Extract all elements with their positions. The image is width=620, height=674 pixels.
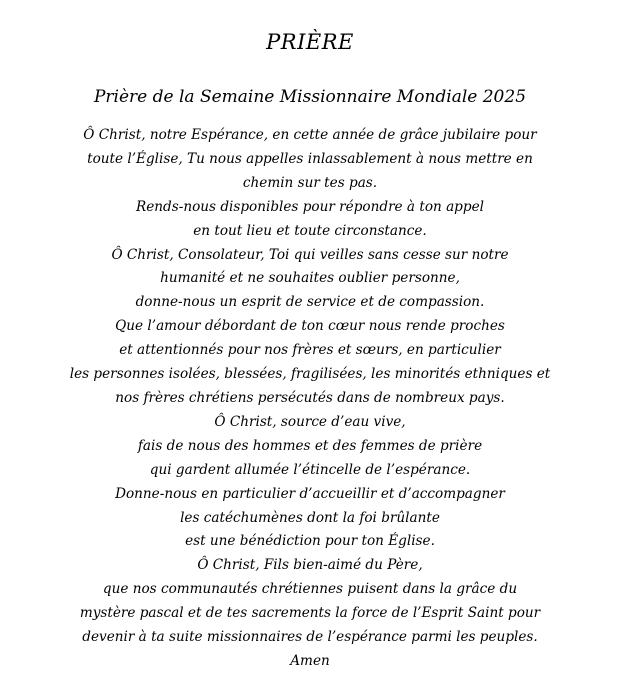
prayer-line: fais de nous des hommes et des femmes de prière (137, 437, 483, 454)
prayer-line: que nos communautés chrétiennes puisent dans la grâce du (102, 581, 518, 598)
prayer-line: Ô Christ, notre Espérance, en cette année de grâce jubilaire pour (83, 127, 537, 143)
prayer-line: humanité et ne souhaites oublier personne, (160, 270, 460, 287)
prayer-line: Donne-nous en particulier d’accueillir et d’accompagner (115, 485, 505, 502)
prayer-line: en tout lieu et toute circonstance. (193, 222, 427, 239)
prayer-line: Ô Christ, source d’eau vive, (214, 413, 406, 430)
prayer-line: toute l’Église, Tu nous appelles inlassablement à nous mettre en (87, 150, 533, 167)
prayer-line: et attentionnés pour nos frères et sœurs, en particulier (119, 342, 501, 359)
prayer-line: est une bénédiction pour ton Église. (185, 533, 435, 550)
prayer-line: qui gardent allumée l’étincelle de l’espérance. (149, 461, 471, 478)
page-title: PRIÈRE (266, 30, 354, 54)
prayer-line-amen: Amen (290, 652, 330, 669)
prayer-line: les personnes isolées, blessées, fragilisées, les minorités ethniques et (69, 366, 551, 383)
prayer-text (0, 124, 620, 674)
prayer-line: les catéchumènes dont la foi brûlante (180, 509, 440, 526)
prayer-line: Rends-nous disponibles pour répondre à ton appel (136, 198, 484, 215)
prayer-line: mystère pascal et de tes sacrements la force de l’Esprit Saint pour (79, 605, 541, 622)
prayer-line: Que l’amour débordant de ton cœur nous rende proches (115, 318, 505, 335)
prayer-line: donne-nous un esprit de service et de compassion. (135, 294, 485, 311)
prayer-line: Ô Christ, Consolateur, Toi qui veilles sans cesse sur notre (111, 246, 509, 263)
prayer-line: nos frères chrétiens persécutés dans de nombreux pays. (115, 389, 505, 406)
prayer-line: chemin sur tes pas. (242, 174, 378, 191)
prayer-line: devenir à ta suite missionnaires de l’espérance parmi les peuples. (82, 629, 538, 646)
prayer-line: Ô Christ, Fils bien-aimé du Père, (197, 557, 423, 574)
prayer-subtitle: Prière de la Semaine Missionnaire Mondiale 2025 (93, 87, 527, 107)
